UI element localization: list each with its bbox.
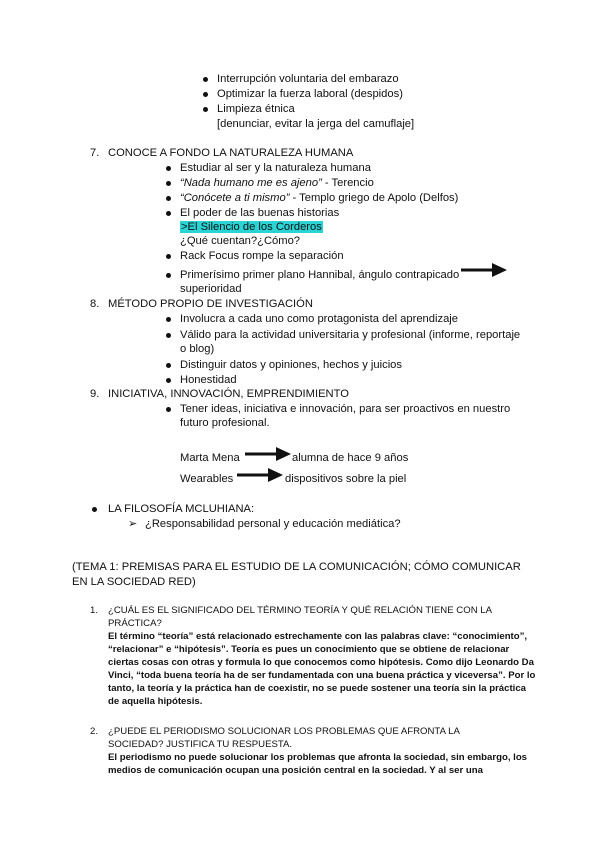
section-title: INICIATIVA, INNOVACIÓN, EMPRENDIMIENTO bbox=[108, 388, 349, 400]
example-left: Wearables bbox=[180, 473, 234, 485]
list-item: ¿Responsabilidad personal y educación mediática? bbox=[145, 518, 401, 530]
section-title: MÉTODO PROPIO DE INVESTIGACIÓN bbox=[108, 298, 313, 310]
list-item-cont: superioridad bbox=[180, 283, 242, 295]
answer-line: El periodismo no puede solucionar los problemas que afronta la sociedad, sin embargo, los bbox=[108, 752, 528, 763]
list-item: Estudiar al ser y la naturaleza humana bbox=[180, 162, 371, 174]
bullet-icon bbox=[166, 211, 171, 216]
list-item: Optimizar la fuerza laboral (despidos) bbox=[217, 88, 403, 100]
bullet-icon bbox=[166, 378, 171, 383]
answer-line: “relacionar” e “hipótesis”. Teoría es pues un conocimiento que se obtiene de relacionar bbox=[108, 644, 510, 655]
tema-line: EN LA SOCIEDAD RED) bbox=[72, 576, 196, 588]
answer-line: ciertas cosas con otras y formula lo que conocemos como hipótesis. Como dijo Leonardo Da bbox=[108, 657, 534, 668]
list-item: Interrupción voluntaria del embarazo bbox=[217, 73, 399, 85]
bullet-icon bbox=[166, 196, 171, 201]
quote-text: “Conócete a ti mismo” bbox=[180, 192, 290, 204]
right-arrow-icon bbox=[461, 263, 507, 277]
bullet-icon bbox=[203, 92, 208, 97]
answer-line: El término “teoría” está relacionado estrechamente con las palabras clave: “conocimiento”, bbox=[108, 631, 528, 642]
question-number: 1. bbox=[90, 605, 99, 616]
list-item: Honestidad bbox=[180, 374, 237, 386]
bullet-icon bbox=[166, 254, 171, 259]
list-item: Distinguir datos y opiniones, hechos y juicios bbox=[180, 359, 403, 371]
bullet-icon bbox=[166, 317, 171, 322]
list-item: Primerísimo primer plano Hannibal, ángulo contrapicado bbox=[180, 269, 460, 281]
list-item-question: ¿Qué cuentan?¿Cómo? bbox=[180, 235, 301, 247]
section-number: 8. bbox=[90, 298, 100, 310]
quote-author: - Templo griego de Apolo (Delfos) bbox=[289, 192, 459, 204]
list-item bbox=[180, 176, 374, 190]
question-number: 2. bbox=[90, 726, 99, 737]
example-left: Marta Mena bbox=[180, 452, 240, 464]
example-right: alumna de hace 9 años bbox=[292, 452, 409, 464]
bullet-icon bbox=[166, 407, 171, 412]
quote-author: - Terencio bbox=[321, 177, 374, 189]
quote-text: “Nada humano me es ajeno” bbox=[180, 177, 322, 189]
bullet-icon bbox=[166, 363, 171, 368]
bullet-icon bbox=[203, 107, 208, 112]
section-title: CONOCE A FONDO LA NATURALEZA HUMANA bbox=[108, 147, 354, 159]
bullet-icon bbox=[166, 273, 171, 278]
example-right: dispositivos sobre la piel bbox=[285, 473, 407, 485]
highlighted-link[interactable] bbox=[180, 220, 323, 234]
list-item: Limpieza étnica bbox=[217, 103, 295, 115]
question-title: ¿PUEDE EL PERIODISMO SOLUCIONAR LOS PROBLEMAS QUE AFRONTA LA bbox=[108, 726, 460, 737]
answer-line: tanto, la teoría y la práctica han de coexistir, no se puede sostener una teoría sin la práctica bbox=[108, 683, 527, 694]
bullet-icon bbox=[166, 166, 171, 171]
list-item: Rack Focus rompe la separación bbox=[180, 250, 344, 262]
section-number: 9. bbox=[90, 388, 100, 400]
highlight-text[interactable]: >El Silencio de los Corderos bbox=[181, 221, 322, 233]
arrow-bullet-icon: ➢ bbox=[128, 518, 138, 530]
list-item: Válido para la actividad universitaria y profesional (informe, reportaje bbox=[180, 329, 521, 341]
list-item: Tener ideas, iniciativa e innovación, para ser proactivos en nuestro bbox=[180, 403, 511, 415]
right-arrow-icon bbox=[245, 447, 291, 461]
question-title: ¿CUÁL ES EL SIGNIFICADO DEL TÉRMINO TEORÍA Y QUÉ RELACIÓN TIENE CON LA bbox=[108, 605, 493, 616]
answer-line: de aquella hipótesis. bbox=[108, 696, 203, 707]
section-number: 7. bbox=[90, 147, 100, 159]
list-item-cont: o blog) bbox=[180, 343, 215, 355]
list-item bbox=[180, 191, 458, 205]
bullet-icon bbox=[166, 181, 171, 186]
list-note: [denunciar, evitar la jerga del camuflaje] bbox=[217, 118, 415, 130]
right-arrow-icon bbox=[237, 468, 283, 482]
question-title: SOCIEDAD? JUSTIFICA TU RESPUESTA. bbox=[108, 739, 293, 750]
list-item: Involucra a cada uno como protagonista del aprendizaje bbox=[180, 313, 459, 325]
question-title: PRÁCTICA? bbox=[108, 618, 162, 629]
bullet-icon bbox=[203, 77, 208, 82]
tema-line: (TEMA 1: PREMISAS PARA EL ESTUDIO DE LA COMUNICACIÓN; CÓMO COMUNICAR bbox=[72, 561, 521, 573]
bullet-icon bbox=[166, 333, 171, 338]
list-item: El poder de las buenas historias bbox=[180, 207, 340, 219]
section-title: LA FILOSOFÍA MCLUHIANA: bbox=[108, 503, 255, 515]
answer-line: medios de comunicación ocupan una posición central en la sociedad. Y al ser una bbox=[108, 765, 483, 776]
bullet-icon bbox=[92, 507, 97, 512]
list-item-cont: futuro profesional. bbox=[180, 417, 270, 429]
answer-line: Vinci, “toda buena teoría ha de ser fundamentada con una buena práctica y viceversa”. Por lo bbox=[108, 670, 536, 681]
